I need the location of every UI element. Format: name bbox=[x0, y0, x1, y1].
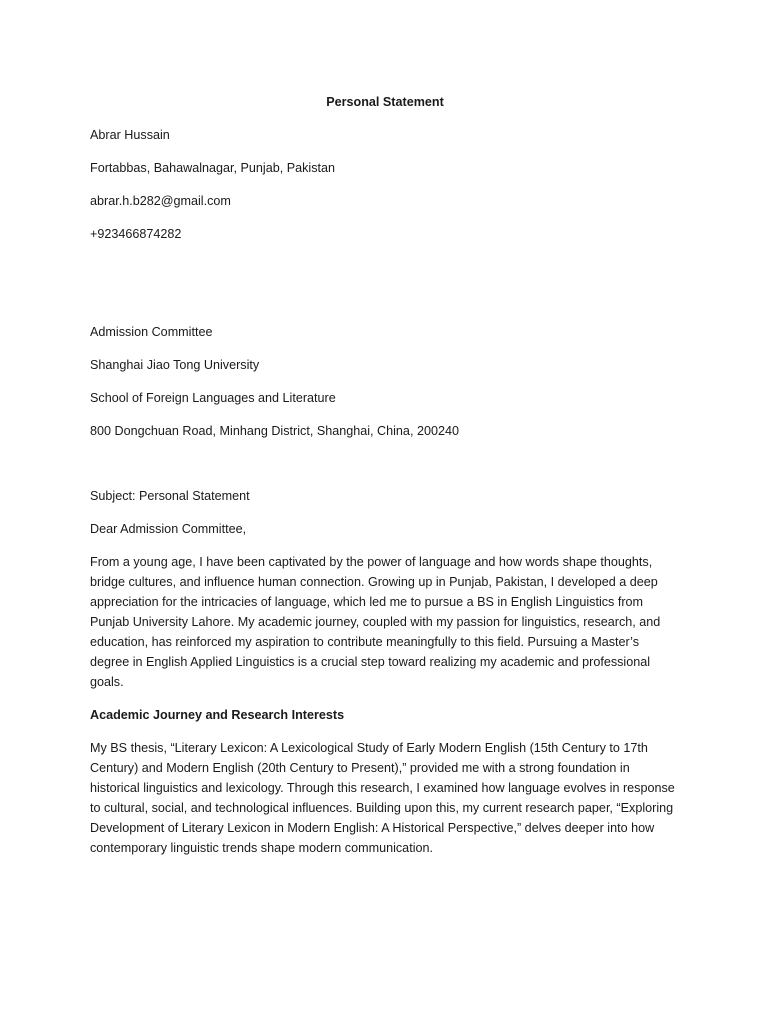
sender-address: Fortabbas, Bahawalnagar, Punjab, Pakistan bbox=[90, 161, 336, 175]
spacer bbox=[90, 257, 680, 322]
document-body bbox=[90, 92, 680, 871]
recipient-address: 800 Dongchuan Road, Minhang District, Shanghai, China, 200240 bbox=[90, 424, 459, 438]
sender-phone: +923466874282 bbox=[90, 227, 182, 241]
recipient-school: School of Foreign Languages and Literature bbox=[90, 391, 336, 405]
recipient-committee: Admission Committee bbox=[90, 325, 213, 339]
recipient-university: Shanghai Jiao Tong University bbox=[90, 358, 260, 372]
research-paragraph: My BS thesis, “Literary Lexicon: A Lexicological Study of Early Modern English (15th Century to 17th Century) and Modern English (20th Century to Present),” provided me with a strong foundation in historical linguistics and lexicology. Through this research, I examined how language evolves in response to cultural, social, and technological influences. Building upon this, my current research paper, “Exploring Development of Literary Lexicon in Modern English: A Historical Perspective,” delves deeper into how contemporary linguistic trends shape modern communication. bbox=[90, 741, 675, 855]
section-heading: Academic Journey and Research Interests bbox=[90, 708, 345, 722]
subject-line: Subject: Personal Statement bbox=[90, 489, 250, 503]
intro-paragraph: From a young age, I have been captivated by the power of language and how words shape thoughts, bridge cultures, and influence human connection. Growing up in Punjab, Pakistan, I developed a deep appreciation for the intricacies of language, which led me to pursue a BS in English Linguistics from Punjab University Lahore. My academic journey, coupled with my passion for linguistics, research, and education, has reinforced my aspiration to contribute meaningfully to this field. Pursuing a Master’s degree in English Applied Linguistics is a crucial step toward realizing my academic and professional goals. bbox=[90, 555, 661, 689]
sender-email: abrar.h.b282@gmail.com bbox=[90, 194, 231, 208]
salutation: Dear Admission Committee, bbox=[90, 522, 247, 536]
spacer bbox=[90, 454, 680, 486]
sender-name: Abrar Hussain bbox=[90, 128, 170, 142]
document-title: Personal Statement bbox=[326, 95, 444, 109]
